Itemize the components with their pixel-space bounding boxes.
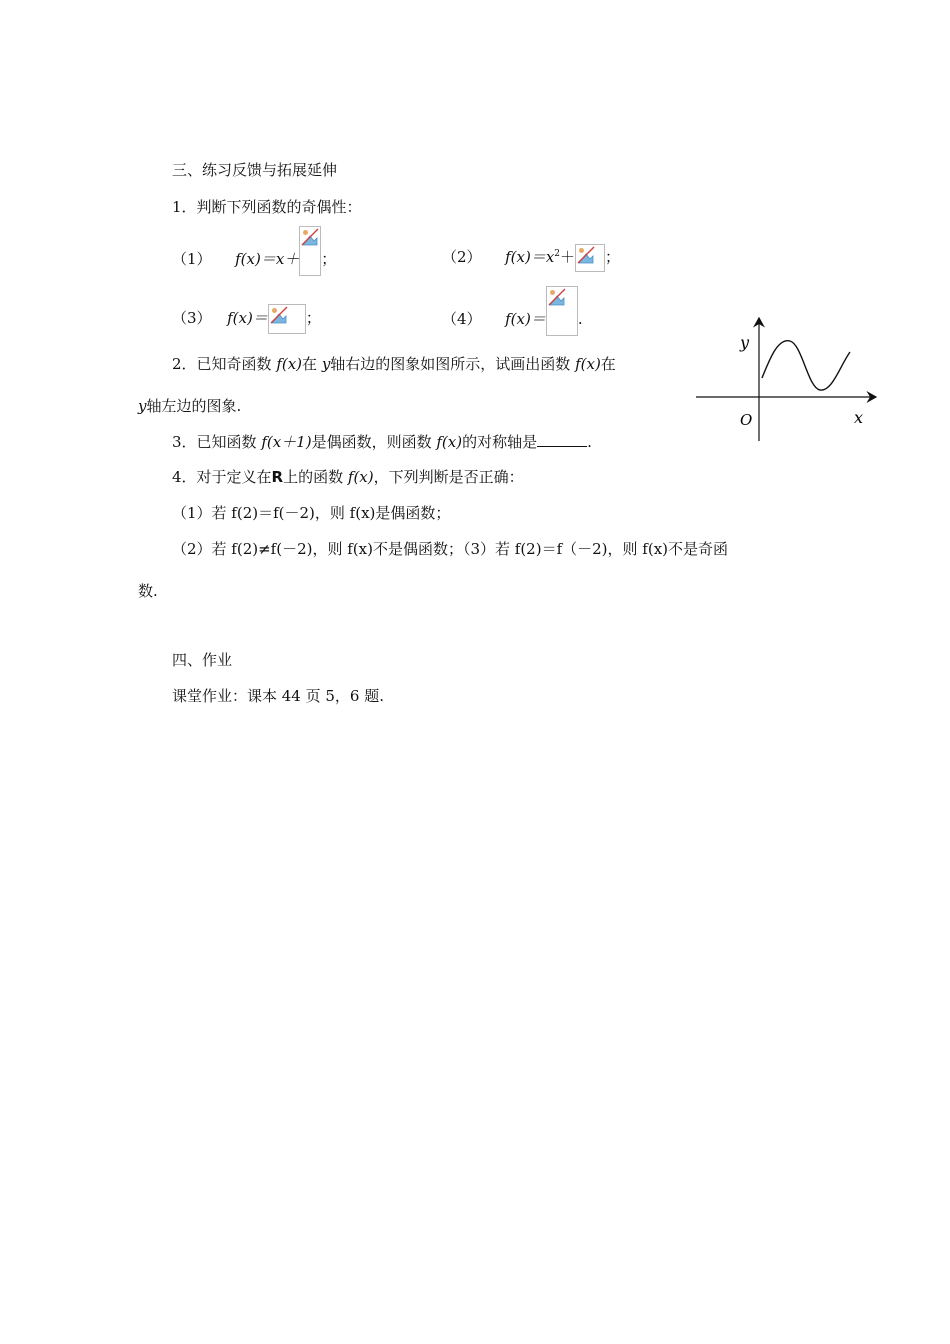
q4-statement-2-3: （2）若 f(2)≠f(－2)，则 f(x)不是偶函数；（3）若 f(2)＝f（－2)，则 f(x)不是奇函: [172, 540, 729, 558]
function-expression: f(x)＝x＋: [235, 250, 300, 268]
q4-function: f(x): [347, 468, 374, 486]
section-4-heading: 四、作业: [172, 651, 233, 669]
plus-sign: ＋: [560, 248, 576, 266]
function-expression: f(x)＝: [227, 309, 268, 327]
exponent: 2: [554, 249, 561, 259]
item-label: （4）: [442, 310, 482, 328]
item-label: （2）: [442, 248, 482, 266]
question-3: [172, 432, 592, 452]
question-2-line-2: [138, 396, 241, 416]
q2-text: 在: [302, 355, 322, 373]
question-2-line-1: [172, 354, 616, 374]
q1-item-3: [172, 304, 321, 334]
item-end: ；: [305, 309, 321, 327]
q2-axis: y: [321, 355, 331, 373]
function-expression: f(x)＝: [505, 310, 546, 328]
x-axis-label: x: [854, 408, 864, 427]
q3-text: .: [587, 433, 592, 451]
question-1-text: 1．判断下列函数的奇偶性：: [172, 198, 362, 216]
item-end: ；: [321, 250, 337, 268]
q3-function: f(x): [436, 433, 463, 451]
q1-item-1: [172, 244, 336, 276]
q2-function: f(x): [276, 355, 303, 373]
homework-text: 课堂作业：课本 44 页 5，6 题.: [172, 687, 385, 705]
q4-text: 4．对于定义在: [172, 468, 272, 486]
q4-statement-tail: 数.: [138, 582, 158, 600]
q2-text: 轴右边的图象如图所示，试画出函数: [330, 355, 576, 373]
q3-text: 的对称轴是: [462, 433, 538, 451]
q3-text: 是偶函数，则函数: [311, 433, 437, 451]
broken-image-icon: [546, 286, 578, 336]
function-expression: f(x)＝x: [505, 248, 555, 266]
q2-text: 2．已知奇函数: [172, 355, 277, 373]
item-end: ；: [605, 248, 621, 266]
real-numbers-symbol: R: [271, 468, 284, 486]
q3-text: 3．已知函数: [172, 433, 262, 451]
q2-text: 在: [600, 355, 616, 373]
question-4: [172, 467, 524, 487]
q4-text: ，下列判断是否正确：: [373, 468, 524, 486]
item-label: （3）: [172, 309, 212, 327]
y-axis-label: y: [740, 333, 750, 352]
origin-label: O: [740, 411, 753, 429]
broken-image-icon: [299, 226, 321, 276]
q2-text: 轴左边的图象.: [146, 397, 242, 415]
broken-image-icon: [268, 304, 306, 334]
item-end: .: [577, 310, 583, 328]
q2-axis: y: [138, 397, 147, 415]
q4-text: 上的函数: [283, 468, 348, 486]
q1-item-2: [442, 244, 620, 272]
q4-statement-1: （1）若 f(2)＝f(－2)，则 f(x)是偶函数；: [172, 504, 451, 522]
section-3-heading: 三、练习反馈与拓展延伸: [172, 161, 338, 179]
q1-item-4: [442, 304, 583, 336]
function-curve: [762, 341, 850, 390]
q2-function: f(x): [575, 355, 601, 373]
broken-image-icon: [575, 244, 605, 272]
answer-blank: [537, 432, 587, 447]
q3-function: f(x＋1): [261, 433, 312, 451]
function-graph: [690, 310, 890, 450]
item-label: （1）: [172, 250, 212, 268]
